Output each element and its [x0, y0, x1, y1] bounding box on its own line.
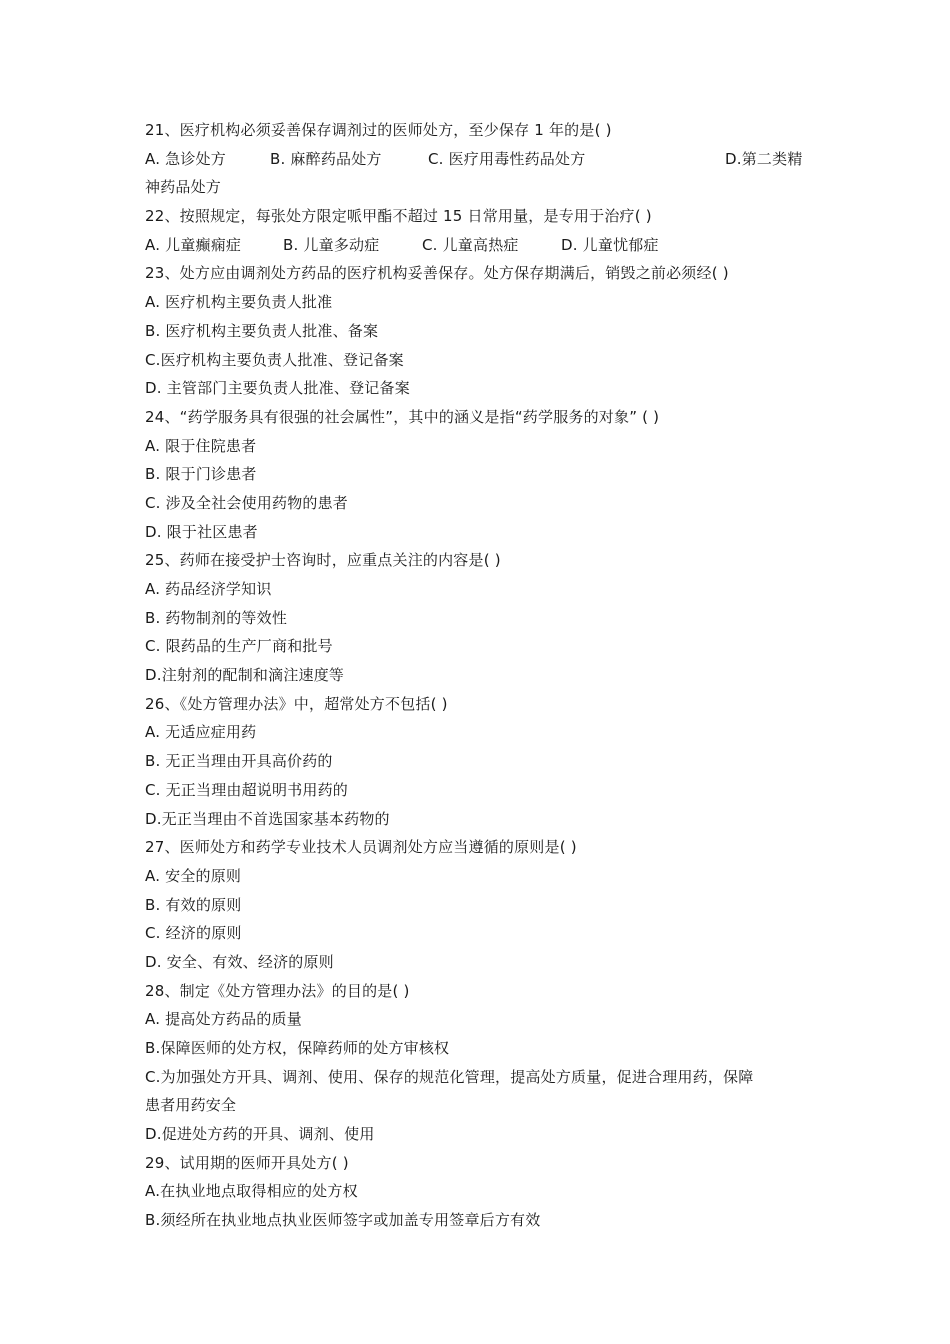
question-26-option-b: B. 无正当理由开具高价药的 [145, 752, 333, 771]
question-24-option-a: A. 限于住院患者 [145, 436, 257, 455]
question-24-option-d: D. 限于社区患者 [145, 522, 258, 541]
question-26-option-d: D.无正当理由不首选国家基本药物的 [145, 809, 390, 828]
question-24-option-c: C. 涉及全社会使用药物的患者 [145, 493, 349, 512]
question-22-options [145, 231, 810, 260]
question-22-option-c: C. 儿童高热症 [422, 235, 519, 254]
question-28-option-a: A. 提高处方药品的质量 [145, 1010, 302, 1029]
question-29-option-b: B.须经所在执业地点执业医师签字或加盖专用签章后方有效 [145, 1211, 541, 1230]
question-25-option-c: C. 限药品的生产厂商和批号 [145, 637, 333, 656]
question-21-option-a: A. 急诊处方 [145, 149, 226, 168]
question-list [145, 116, 810, 1235]
question-26-option-c: C. 无正当理由超说明书用药的 [145, 780, 349, 799]
question-21-option-d-continued: 神药品处方 [145, 178, 222, 197]
question-27-option-d: D. 安全、有效、经济的原则 [145, 952, 334, 971]
question-23-stem: 23、处方应由调剂处方药品的医疗机构妥善保存。处方保存期满后，销毁之前必须经( ) [145, 264, 729, 283]
question-23-option-a: A. 医疗机构主要负责人批准 [145, 293, 333, 312]
question-27-option-a: A. 安全的原则 [145, 866, 242, 885]
question-25-option-b: B. 药物制剂的等效性 [145, 608, 288, 627]
question-27-option-c: C. 经济的原则 [145, 924, 242, 943]
question-22-option-b: B. 儿童多动症 [283, 235, 380, 254]
question-22-option-d: D. 儿童忧郁症 [561, 235, 659, 254]
question-21-options [145, 145, 810, 174]
question-22-option-a: A. 儿童癫痫症 [145, 235, 242, 254]
question-25-option-a: A. 药品经济学知识 [145, 580, 272, 598]
question-23-option-b: B. 医疗机构主要负责人批准、备案 [145, 321, 379, 340]
question-24-stem: 24、“药学服务具有很强的社会属性”，其中的涵义是指“药学服务的对象” ( ) [145, 407, 660, 426]
question-23-option-d: D. 主管部门主要负责人批准、登记备案 [145, 379, 410, 398]
question-25-stem: 25、药师在接受护士咨询时，应重点关注的内容是( ) [145, 551, 501, 570]
question-29-stem: 29、试用期的医师开具处方( ) [145, 1153, 349, 1172]
question-27-option-b: B. 有效的原则 [145, 895, 242, 914]
question-28-stem: 28、制定《处方管理办法》的目的是( ) [145, 981, 410, 1000]
question-21-option-d: D.第二类精 [725, 149, 803, 168]
question-24-option-b: B. 限于门诊患者 [145, 465, 257, 484]
question-28-option-c-continued: 患者用药安全 [145, 1096, 237, 1115]
question-21-option-c: C. 医疗用毒性药品处方 [428, 149, 586, 168]
question-22-stem: 22、按照规定，每张处方限定哌甲酯不超过 15 日常用量，是专用于治疗( ) [145, 207, 652, 226]
question-28-option-c: C.为加强处方开具、调剂、使用、保存的规范化管理，提高处方质量，促进合理用药，保障 [145, 1067, 754, 1086]
question-25-option-d: D.注射剂的配制和滴注速度等 [145, 666, 345, 685]
question-21-option-b: B. 麻醉药品处方 [270, 149, 382, 168]
question-21-stem: 21、医疗机构必须妥善保存调剂过的医师处方，至少保存 1 年的是( ) [145, 121, 612, 139]
question-26-stem: 26、《处方管理办法》中，超常处方不包括( ) [145, 694, 448, 713]
question-23-option-c: C.医疗机构主要负责人批准、登记备案 [145, 350, 404, 369]
question-28-option-d: D.促进处方药的开具、调剂、使用 [145, 1125, 375, 1144]
question-29-option-a: A.在执业地点取得相应的处方权 [145, 1182, 358, 1201]
question-26-option-a: A. 无适应症用药 [145, 723, 257, 742]
question-28-option-b: B.保障医师的处方权，保障药师的处方审核权 [145, 1039, 450, 1057]
question-27-stem: 27、医师处方和药学专业技术人员调剂处方应当遵循的原则是( ) [145, 838, 577, 857]
